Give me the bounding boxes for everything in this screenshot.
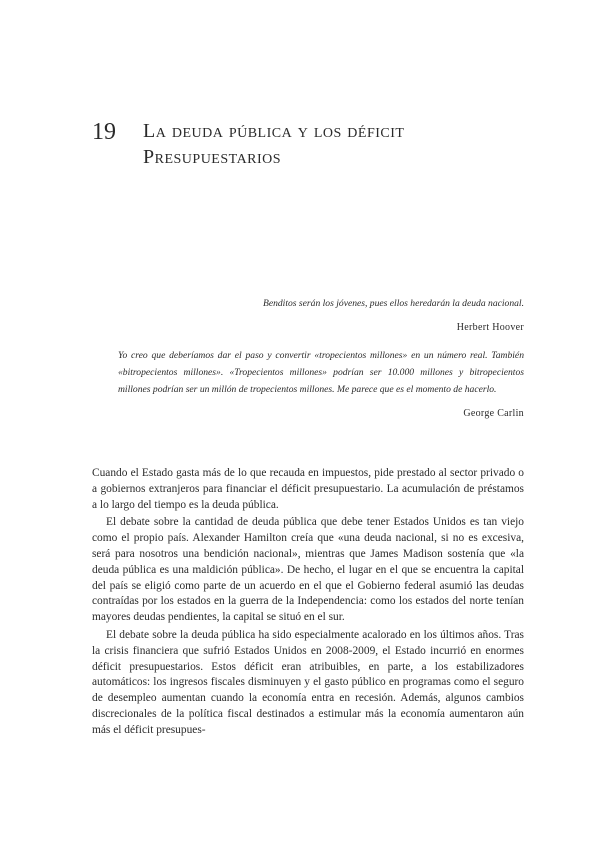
chapter-number: 19: [92, 119, 116, 145]
paragraph: El debate sobre la deuda pública ha sido especialmente acalorado en los últimos años. Tras la crisis financiera que sufrió Estados Unidos en 2008-2009, el Estado incurrió en enormes déficit presupuestarios. Estos déficit eran atribuibles, en parte, a los estabilizadores automáticos: los ingresos fiscales disminuyen y el gasto público en programas como el seguro de desempleo aumentan cuando la economía entra en recesión. Además, algunos cambios discrecionales de la política fiscal destinados a estimular más la economía aumentaron aún más el déficit presupues-: [92, 628, 524, 736]
body-text: [92, 466, 524, 739]
epigraph-author: Herbert Hoover: [456, 322, 524, 333]
epigraph-author: George Carlin: [463, 408, 524, 419]
paragraph: Cuando el Estado gasta más de lo que recauda en impuestos, pide prestado al sector privado o a gobiernos extranjeros para financiar el déficit presupuestario. La acumulación de préstamos a lo largo del tiempo es la deuda pública.: [92, 467, 524, 511]
epigraph-quote: Yo creo que deberíamos dar el paso y convertir «tropecientos millones» en un número real. También «bitropecientos millones». «Tropecientos millones» podrían ser 10.000 millones y bitropecientos millones podrían ser un millón de tropecientos millones. Me parece que es el momento de hacerlo.: [118, 350, 524, 395]
chapter-title-line2: Presupuestarios: [143, 146, 282, 168]
chapter-title-line1: la deuda pública y los déficit: [143, 120, 405, 142]
chapter-title: [143, 118, 404, 170]
paragraph: El debate sobre la cantidad de deuda pública que debe tener Estados Unidos es tan viejo como el propio país. Alexander Hamilton creía que «una deuda nacional, si no es excesiva, será para nosotros una bendición nacional», mientras que James Madison sostenía que «la deuda pública es una maldición pública». De hecho, el lugar en el que se encuentra la capital del país se eligió como parte de un acuerdo en el que el Gobierno federal asumió las deudas contraídas por los estados en la guerra de la Independencia: como los estados del norte tenían mayores deudas pendientes, la capital se situó en el sur.: [92, 516, 524, 624]
epigraph-quote: Benditos serán los jóvenes, pues ellos heredarán la deuda nacional.: [262, 298, 524, 309]
chapter-heading: [92, 118, 532, 170]
epigraphs: [118, 295, 524, 433]
